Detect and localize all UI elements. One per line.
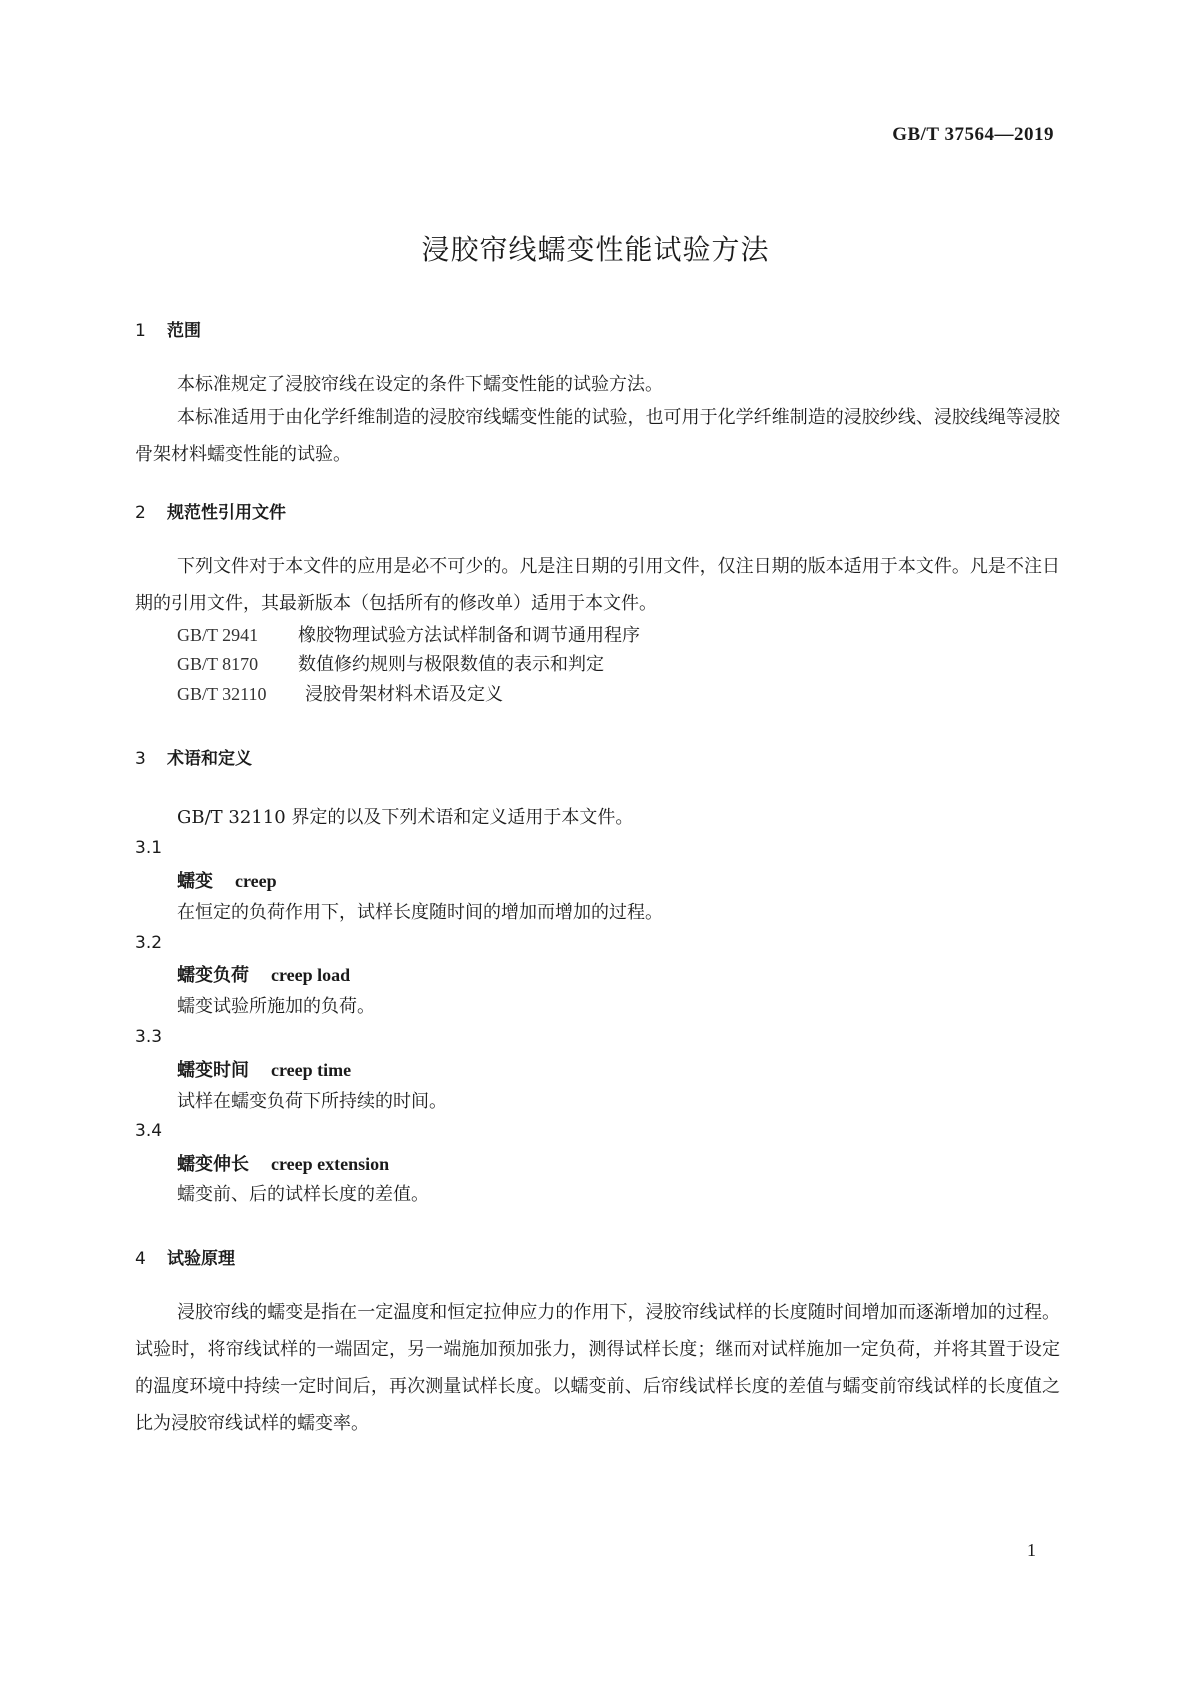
term-heading [177, 1056, 351, 1082]
term-en: creep extension [271, 1154, 390, 1174]
section-title: 试验原理 [167, 1249, 235, 1269]
reference-title: 浸胶骨架材料术语及定义 [305, 684, 503, 705]
reference-item [177, 650, 604, 676]
term-zh: 蠕变伸长 [177, 1154, 249, 1175]
reference-code: GB/T 32110 [177, 684, 267, 704]
section-3-heading [135, 744, 252, 769]
term-en: creep [235, 871, 277, 891]
term-zh: 蠕变时间 [177, 1060, 249, 1081]
section-1-paragraph-2: 本标准适用于由化学纤维制造的浸胶帘线蠕变性能的试验，也可用于化学纤维制造的浸胶纱线、浸胶线绳等浸胶骨架材料蠕变性能的试验。 [135, 407, 1060, 465]
section-title: 术语和定义 [167, 749, 252, 769]
page-number: 1 [1027, 1540, 1036, 1560]
section-title: 范围 [167, 321, 201, 341]
section-1-heading [135, 316, 201, 341]
term-number: 3.2 [135, 933, 163, 953]
term-heading [177, 961, 350, 987]
term-definition: 蠕变前、后的试样长度的差值。 [177, 1184, 429, 1205]
term-zh: 蠕变 [177, 871, 213, 892]
term-heading [177, 867, 277, 893]
standard-number: GB/T 37564—2019 [892, 124, 1054, 145]
reference-code: GB/T 2941 [177, 625, 259, 645]
term-definition: 在恒定的负荷作用下，试样长度随时间的增加而增加的过程。 [177, 902, 663, 923]
term-en: creep load [271, 965, 351, 985]
term-zh: 蠕变负荷 [177, 965, 249, 986]
term-number: 3.1 [135, 838, 163, 858]
section-2-heading [135, 498, 286, 523]
section-number: 1 [135, 321, 146, 341]
term-definition: 蠕变试验所施加的负荷。 [177, 996, 375, 1017]
section-number: 3 [135, 749, 146, 769]
reference-title: 橡胶物理试验方法试样制备和调节通用程序 [298, 625, 640, 646]
reference-code: GB/T 8170 [177, 654, 259, 674]
term-en: creep time [271, 1060, 352, 1080]
term-heading [177, 1150, 389, 1176]
reference-item [177, 621, 640, 647]
section-number: 2 [135, 503, 146, 523]
reference-title: 数值修约规则与极限数值的表示和判定 [298, 654, 604, 675]
term-number: 3.4 [135, 1121, 163, 1141]
section-4-heading [135, 1244, 235, 1269]
document-title: 浸胶帘线蠕变性能试验方法 [421, 233, 770, 266]
section-2-intro: 下列文件对于本文件的应用是必不可少的。凡是注日期的引用文件，仅注日期的版本适用于本文件。凡是不注日期的引用文件，其最新版本（包括所有的修改单）适用于本文件。 [135, 556, 1060, 614]
reference-item [177, 680, 503, 706]
section-3-intro: GB/T 32110 界定的以及下列术语和定义适用于本文件。 [177, 807, 634, 828]
section-number: 4 [135, 1249, 146, 1269]
term-number: 3.3 [135, 1027, 163, 1047]
term-definition: 试样在蠕变负荷下所持续的时间。 [177, 1091, 447, 1112]
section-1-paragraph-1: 本标准规定了浸胶帘线在设定的条件下蠕变性能的试验方法。 [177, 374, 663, 395]
section-4-paragraph: 浸胶帘线的蠕变是指在一定温度和恒定拉伸应力的作用下，浸胶帘线试样的长度随时间增加而逐渐增加的过程。试验时，将帘线试样的一端固定，另一端施加预加张力，测得试样长度；继而对试样施加一定负荷，并将其置于设定的温度环境中持续一定时间后，再次测量试样长度。以蠕变前、后帘线试样长度的差值与蠕变前帘线试样的长度值之比为浸胶帘线试样的蠕变率。 [135, 1302, 1060, 1434]
section-title: 规范性引用文件 [167, 503, 286, 523]
